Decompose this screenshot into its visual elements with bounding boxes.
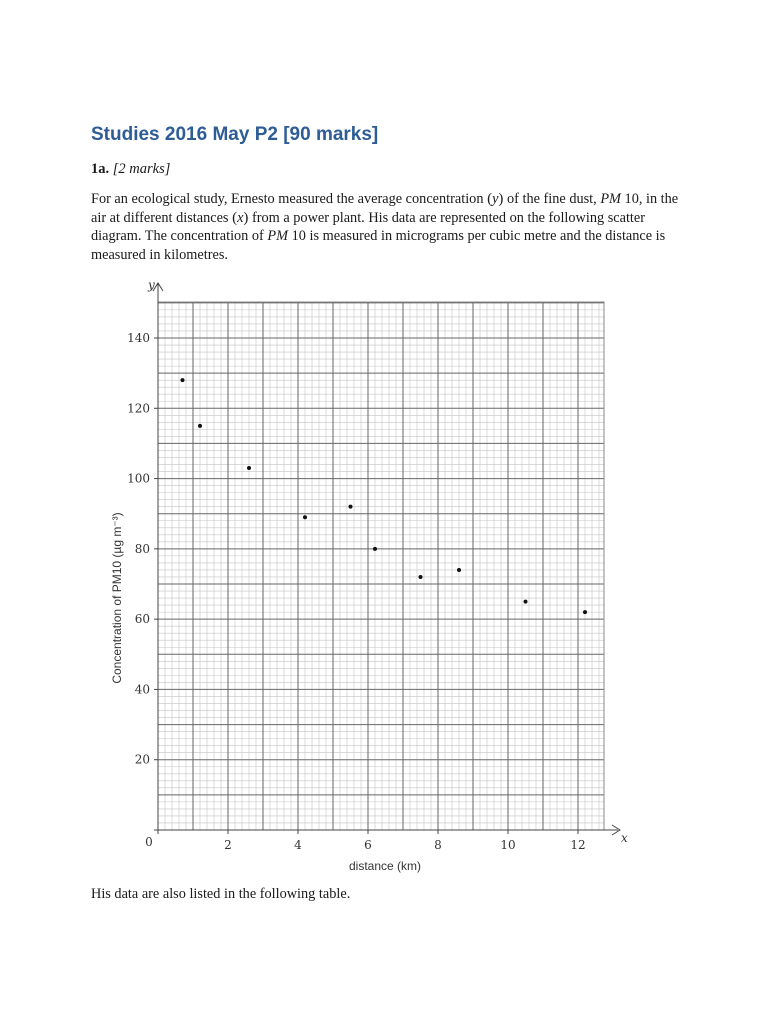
variable-x: x <box>237 209 244 226</box>
y-axis-symbol: y <box>148 278 155 292</box>
y-tick-label: 120 <box>127 401 150 416</box>
x-tick-label: 12 <box>570 838 586 852</box>
y-tick-label: 100 <box>127 471 150 486</box>
x-tick-label: 2 <box>224 838 232 852</box>
x-tick-label: 10 <box>500 838 516 852</box>
y-tick-label: 60 <box>134 612 150 627</box>
question-text-part: from a power plant. His data are represented on the following scatter diagram. The concentration of <box>91 209 646 244</box>
question-number: 1a. <box>91 161 110 177</box>
y-axis-label: Concentration of PM10 (µg m⁻³) <box>110 512 124 684</box>
page-title: Studies 2016 May P2 [90 marks] <box>91 124 379 145</box>
x-axis-label: distance (km) <box>348 859 422 873</box>
variable-y: y <box>492 191 499 207</box>
origin-label: 0 <box>145 835 153 849</box>
data-point <box>419 575 423 579</box>
question-text-part: 10, in the air at different distances <box>91 191 679 226</box>
data-point <box>583 610 587 614</box>
y-tick-label: 40 <box>134 682 150 697</box>
x-tick-label: 6 <box>364 838 372 852</box>
data-point <box>373 547 377 551</box>
question-text-part: 10 is measured in micrograms per cubic metre and the distance is measured in kilometres. <box>91 228 666 263</box>
data-point <box>524 600 528 604</box>
after-chart-text: His data are also listed in the following table. <box>91 886 351 902</box>
x-axis-symbol: x <box>621 831 628 845</box>
chart-points <box>181 378 588 614</box>
y-tick-label: 140 <box>127 331 150 345</box>
x-tick-label: 4 <box>294 838 302 852</box>
chart-grid-major <box>158 302 604 830</box>
grid-border <box>158 302 604 830</box>
data-point <box>247 466 251 470</box>
data-point <box>303 515 307 519</box>
chart-grid-minor <box>158 302 604 830</box>
question-marks: [2 marks] <box>112 161 171 177</box>
question-text: For an ecological study, Ernesto measured the average concentration (y) of the fine dust, PM 10, in the air at different distances (x) from a power plant. His data are represented on the following scatter diagram. The concentration of PM 10 is measured in micrograms per cubic metre and the distance is measured in kilometres. <box>91 191 679 263</box>
data-point <box>198 424 202 428</box>
question-text-part: For an ecological study, Ernesto measured the average concentration <box>91 191 488 207</box>
pm-symbol: PM <box>267 228 289 244</box>
data-point <box>181 378 185 382</box>
pm-symbol: PM <box>600 191 621 207</box>
data-point <box>349 505 353 509</box>
y-tick-label: 20 <box>134 752 150 767</box>
x-tick-label: 8 <box>434 838 442 852</box>
question-text-part: of the fine dust, <box>503 191 601 207</box>
y-tick-label: 80 <box>134 541 150 556</box>
data-point <box>457 568 461 572</box>
